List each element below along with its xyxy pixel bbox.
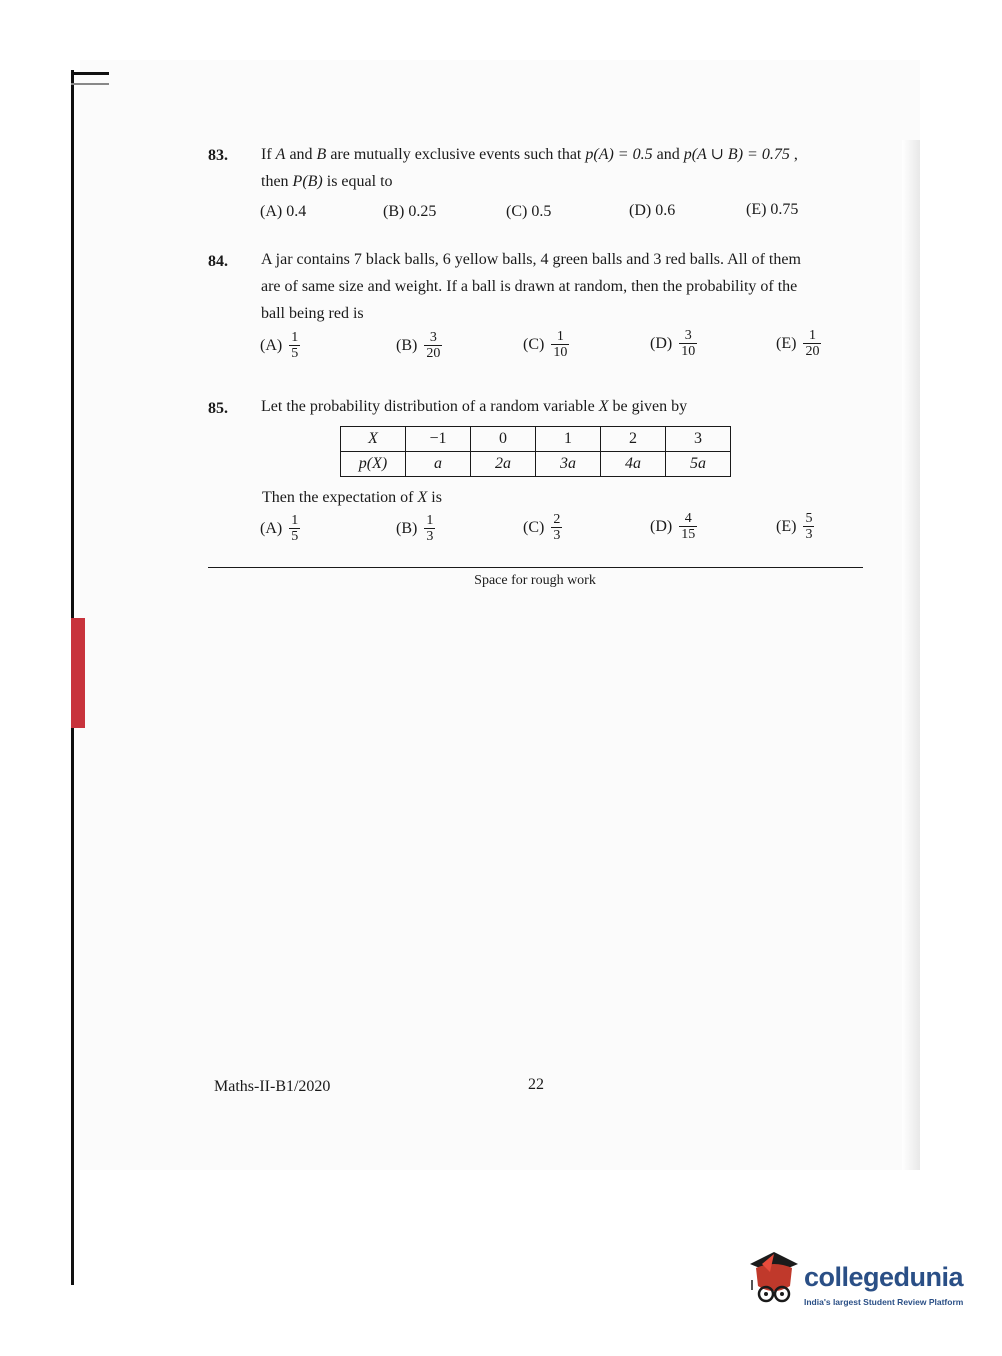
q83-option-c: (C) 0.5 xyxy=(506,203,552,220)
q85-option-e: (E) $\frac{5}{3}$ xyxy=(776,511,813,542)
q85-option-c: (C) $\frac{2}{3}$ xyxy=(523,512,561,543)
table-cell: 5a xyxy=(666,452,731,477)
question-83-number: 83. xyxy=(208,147,228,164)
question-84-number: 84. xyxy=(208,253,228,270)
table-cell: p(X) xyxy=(341,452,406,477)
q85-option-a: (A) $\frac{1}{5}$ xyxy=(260,513,299,544)
table-cell: 3a xyxy=(536,452,601,477)
collegedunia-logo xyxy=(744,1250,969,1310)
q83-option-a: (A) 0.4 xyxy=(260,203,307,220)
table-cell: 1 xyxy=(536,427,601,452)
question-85-number: 85. xyxy=(208,400,228,417)
q84-option-b: (B) $\frac{3}{20}$ xyxy=(396,330,441,361)
table-cell: 2 xyxy=(601,427,666,452)
table-cell: 2a xyxy=(471,452,536,477)
question-85-text: Let the probability distribution of a random variable X be given by xyxy=(261,398,688,415)
binder-red-mark xyxy=(71,618,85,728)
table-cell: X xyxy=(341,427,406,452)
table-cell: 3 xyxy=(666,427,731,452)
q84-option-e: (E) $\frac{1}{20}$ xyxy=(776,328,820,359)
page-edge-shadow xyxy=(902,140,920,1170)
q83-option-e: (E) 0.75 xyxy=(746,201,799,218)
paper-code: Maths-II-B1/2020 xyxy=(214,1078,331,1095)
rough-work-divider xyxy=(208,567,863,568)
q85-option-d: (D) $\frac{4}{15}$ xyxy=(650,511,696,542)
page-number: 22 xyxy=(528,1076,544,1093)
question-84-text: A jar contains 7 black balls, 6 yellow balls, 4 green balls and 3 red balls. All of them are of same size and weight. If a ball is drawn at random, then the probability of the ball being red is xyxy=(261,251,801,322)
q83-option-b: (B) 0.25 xyxy=(383,203,437,220)
question-85-followup: Then the expectation of X is xyxy=(262,489,442,506)
corner-mark xyxy=(71,72,109,89)
mascot-icon xyxy=(744,1250,804,1310)
logo-name: collegedunia xyxy=(804,1262,964,1292)
table-cell: a xyxy=(406,452,471,477)
q84-option-a: (A) $\frac{1}{5}$ xyxy=(260,330,299,361)
logo-tagline: India's largest Student Review Platform xyxy=(804,1297,964,1307)
probability-distribution-table xyxy=(340,426,731,477)
table-cell: −1 xyxy=(406,427,471,452)
q84-option-d: (D) $\frac{3}{10}$ xyxy=(650,328,696,359)
rough-work-label: Space for rough work xyxy=(474,573,596,588)
table-row xyxy=(341,452,731,477)
table-cell: 0 xyxy=(471,427,536,452)
q85-option-b: (B) $\frac{1}{3}$ xyxy=(396,513,434,544)
table-cell: 4a xyxy=(601,452,666,477)
page-sheet xyxy=(80,60,920,1170)
table-row xyxy=(341,427,731,452)
q83-option-d: (D) 0.6 xyxy=(629,202,676,219)
question-83-text: If A and B are mutually exclusive events such that p(A) = 0.5 and p(A ∪ B) = 0.75 , then P(B) is equal to xyxy=(261,146,798,190)
q84-option-c: (C) $\frac{1}{10}$ xyxy=(523,329,568,360)
